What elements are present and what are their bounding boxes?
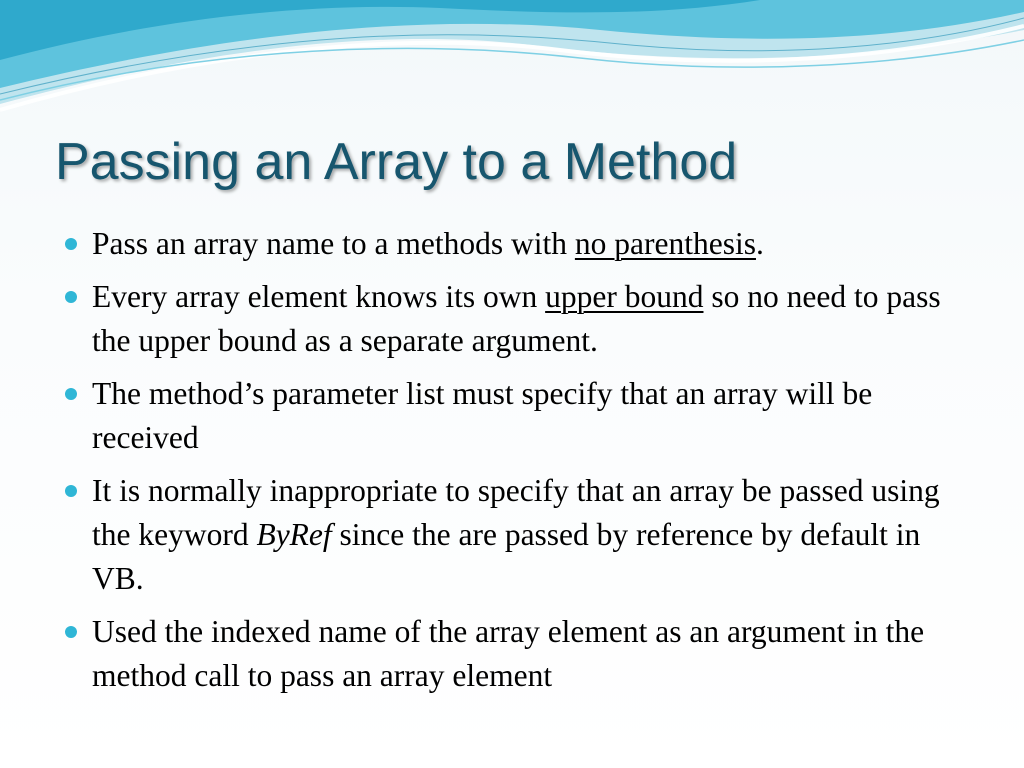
bullet-text: Used the indexed name of the array element as an argument in the method call to pass an array element xyxy=(92,614,925,693)
bullet-item xyxy=(62,222,962,266)
bullet-underlined-term: upper bound xyxy=(545,279,704,314)
bullet-text: Every array element knows its own xyxy=(92,279,546,314)
bullet-dot-icon xyxy=(65,485,77,497)
slide-title: Passing an Array to a Method xyxy=(55,133,738,191)
bullet-dot-icon xyxy=(65,626,77,638)
bullet-item xyxy=(62,275,962,363)
bullet-italic-keyword: ByRef xyxy=(256,517,332,552)
bullet-text: Pass an array name to a methods with xyxy=(92,226,575,261)
bullet-item xyxy=(62,610,962,698)
bullet-list xyxy=(62,222,962,707)
bullet-text: It is normally inappropriate to specify that an array be passed using the keyword xyxy=(92,473,940,552)
bullet-dot-icon xyxy=(65,388,77,400)
bullet-dot-icon xyxy=(65,238,77,250)
bullet-item xyxy=(62,372,962,460)
bullet-dot-icon xyxy=(65,291,77,303)
decorative-wave-header xyxy=(0,0,1024,130)
bullet-text: The method’s parameter list must specify that an array will be received xyxy=(92,376,873,455)
bullet-text-end: . xyxy=(755,226,764,261)
bullet-text-end: since the are passed by reference by default in VB. xyxy=(92,517,921,596)
bullet-text-end: so no need to pass the upper bound as a separate argument. xyxy=(92,279,941,358)
bullet-item xyxy=(62,469,962,601)
bullet-underlined-term: no parenthesis xyxy=(574,226,756,261)
